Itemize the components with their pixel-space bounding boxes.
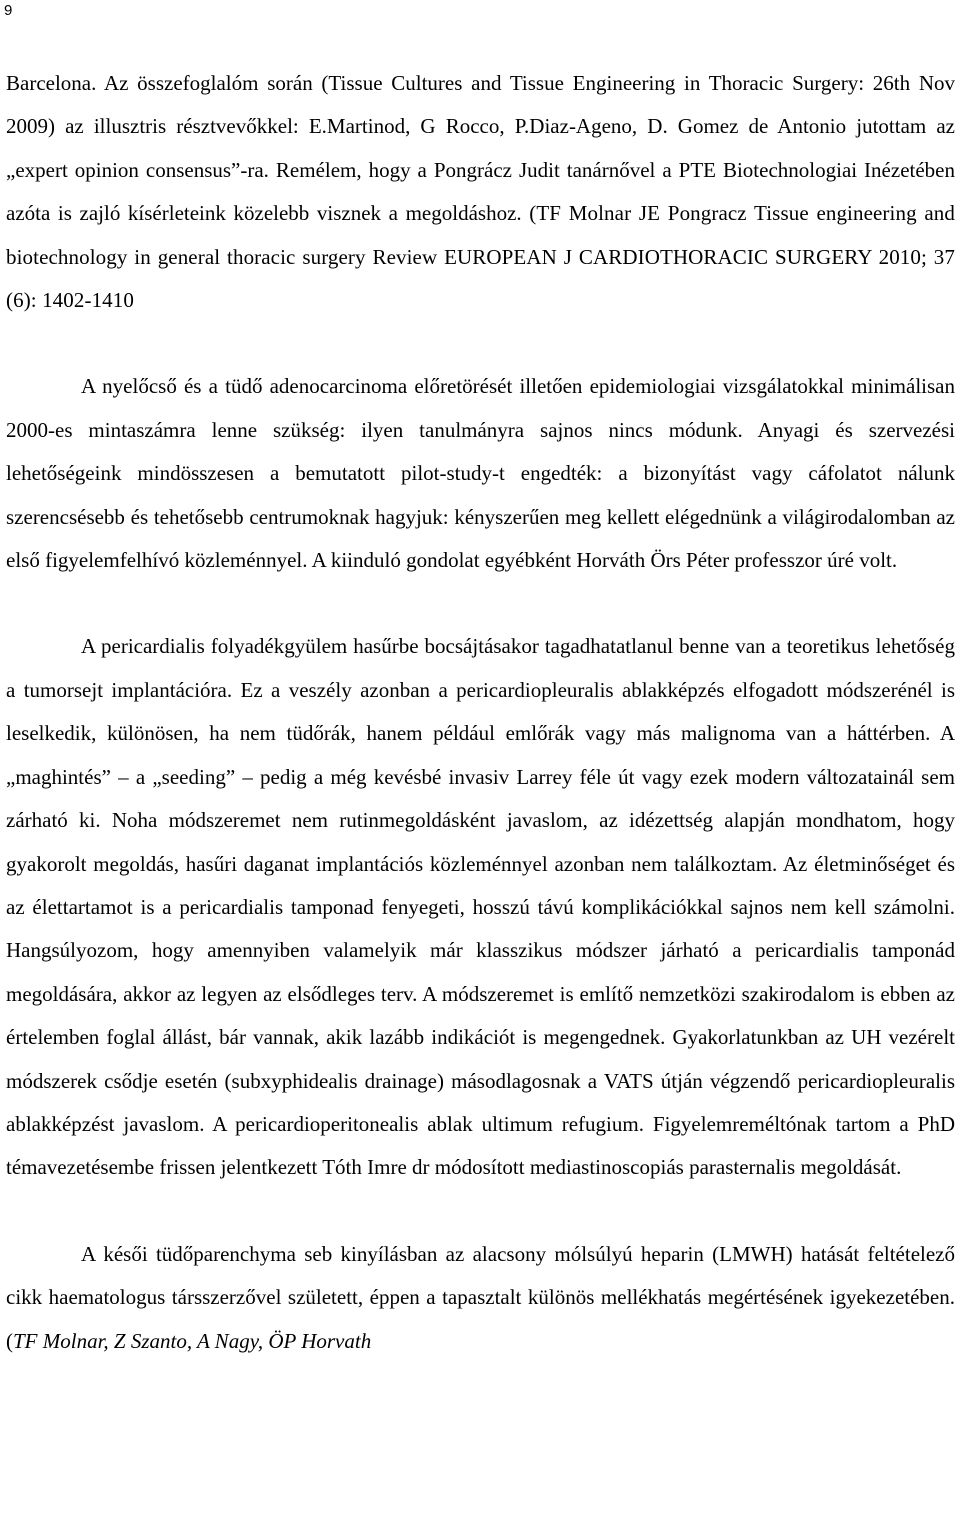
document-body xyxy=(6,62,955,1363)
paragraph-epidemiology: A nyelőcső és a tüdő adenocarcinoma előretörését illetően epidemiologiai vizsgálatokkal minimálisan 2000-es mintaszámra lenne szükség: ilyen tanulmányra sajnos nincs módunk. Anyagi és szervezési lehetőségeink mindösszesen a bemutatott pilot-study-t engedték: a bizonyítást vagy cáfolatot nálunk szerencsésebb és tehetősebb centrumoknak hagyjuk: kényszerűen meg kellett elégednünk a világirodalomban az első figyelemfelhívó közleménnyel. A kiinduló gondolat egyébként Horváth Örs Péter professzor úré volt. xyxy=(6,374,955,573)
reference-tissue-engineering: (TF Molnar JE Pongracz Tissue engineering and biotechnology in general thoracic surgery Review EUROPEAN J CARDIOTHORACIC SURGERY 2010; 37 (6): 1402-1410 xyxy=(6,201,955,313)
reference-authors: TF Molnar, Z Szanto, A Nagy, ÖP Horvath xyxy=(13,1328,372,1353)
paragraph-pericardial-effusion: A pericardialis folyadékgyülem hasűrbe bocsájtásakor tagadhatatlanul benne van a teoretikus lehetőség a tumorsejt implantációra. Ez a veszély azonban a pericardiopleuralis ablakképzés elfogadott módszerénél is leselkedik, különösen, ha nem tüdőrák, hanem például emlőrák vagy más malignoma van a háttérben. A „maghintés” – a „seeding” – pedig a még kevésbé invasiv Larrey féle út vagy ezek modern változatainál sem zárható ki. Noha módszeremet nem rutinmegoldásként javaslom, az idézettség alapján mondhatom, hogy gyakorolt megoldás, hasűri daganat implantációs közleménnyel azonban nem találkoztam. Az életminőséget és az élettartamot is a pericardialis tamponad fenyegeti, hosszú távú komplikációkkal sajnos nem kell számolni. Hangsúlyozom, hogy amennyiben valamelyik már klasszikus módszer járható a pericardialis tamponád megoldására, akkor az legyen az elsődleges terv. A módszeremet is említő nemzetközi szakirodalom is ebben az értelemben foglal állást, bár vannak, akik lazább indikációt is megengednek. Gyakorlatunkban az UH vezérelt módszerek csődje esetén (subxyphidealis drainage) másodlagosnak a VATS útján végzendő pericardiopleuralis ablakképzést javaslom. A pericardioperitonealis ablak ultimum refugium. Figyelemreméltónak tartom a PhD témavezetésembe frissen jelentkezett Tóth Imre dr módosított mediastinoscopiás parasternalis megoldását. xyxy=(6,634,955,1180)
paragraph-lmwh-text: A késői tüdőparenchyma seb kinyílásban az alacsony mólsúlyú heparin (LMWH) hatását feltételező cikk haematologus társszerzővel született, éppen a tapasztalt különös mellékhatás megértésének igyekezetében. ( xyxy=(6,1241,955,1353)
paragraph-lmwh xyxy=(6,1233,955,1363)
page-number: 9 xyxy=(4,2,13,19)
paragraph-barcelona-text: Barcelona. Az összefoglalóm során (Tissue Cultures and Tissue Engineering in Thoracic Surgery: 26th Nov 2009) az illusztris résztvevőkkel: E.Martinod, G Rocco, P.Diaz-Ageno, D. Gomez de Antonio jutottam az „expert opinion consensus”-ra. Remélem, hogy a Pongrácz Judit tanárnővel a PTE Biotechnologiai Inézetében azóta is zajló kísérleteink közelebb visznek a megoldáshoz. xyxy=(6,71,955,226)
paragraph-barcelona xyxy=(6,62,955,322)
